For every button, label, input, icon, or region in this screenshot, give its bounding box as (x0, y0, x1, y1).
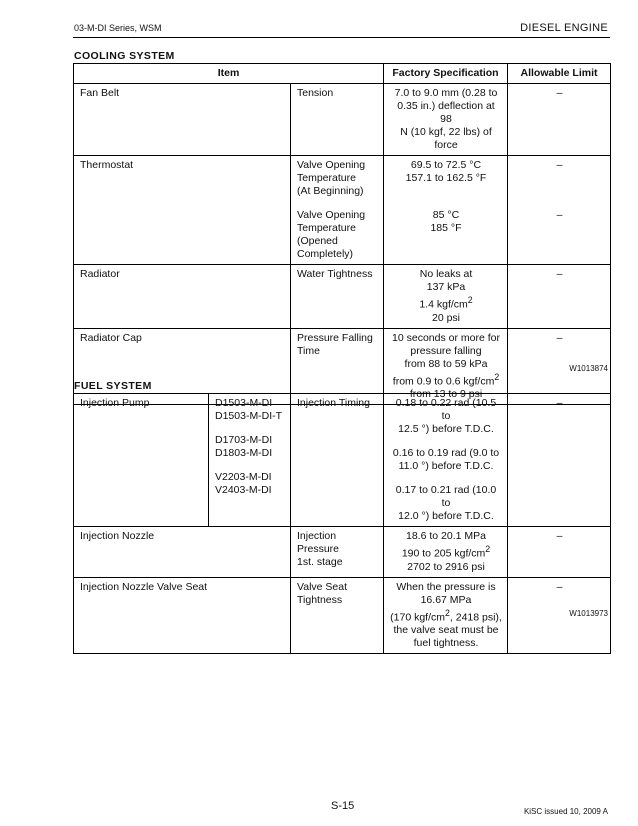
table-row (74, 577, 611, 654)
item-cell: Radiator (74, 265, 291, 329)
table-row (74, 156, 611, 265)
model-text: V2203-M-DI V2403-M-DI (215, 471, 272, 496)
limit-cell: – (508, 328, 611, 405)
item-cell: Injection Nozzle Valve Seat (74, 577, 291, 654)
spec-text: 85 °C 185 °F (430, 209, 462, 234)
model-text: D1703-M-DI D1803-M-DI (215, 434, 273, 459)
superscript: 2 (485, 544, 491, 554)
item-cell: Injection Pump (74, 394, 209, 527)
spec-text: 2702 to 2916 psi (407, 560, 485, 573)
header-rule (73, 37, 610, 38)
fuel-spec-table (73, 393, 611, 654)
parameter-cell (291, 156, 384, 265)
spec-text: 0.18 to 0.22 rad (10.5 to 12.5 °) before T.D.C. (395, 397, 497, 435)
spec-text: 0.16 to 0.19 rad (9.0 to 11.0 °) before T.D.C. (392, 447, 500, 472)
chapter-title: DIESEL ENGINE (520, 22, 608, 34)
limit-header: Allowable Limit (508, 64, 611, 84)
spec-cell (384, 156, 508, 265)
table-header-row (74, 64, 611, 84)
parameter-cell: Injection Timing (291, 394, 384, 527)
table-row (74, 265, 611, 329)
item-cell: Thermostat (74, 156, 291, 265)
spec-cell (384, 265, 508, 329)
model-cell (209, 394, 291, 527)
manual-series-label: 03-M-DI Series, WSM (74, 23, 162, 33)
parameter-cell: Tension (291, 84, 384, 156)
spec-text: 10 seconds or more for pressure falling from 88 to 59 kPa from 0.9 to 0.6 kgf/cm (392, 331, 500, 387)
table-row (74, 84, 611, 156)
item-cell: Fan Belt (74, 84, 291, 156)
table-row (74, 394, 611, 527)
parameter-text: Valve Opening Temperature (Opened Completely) (297, 209, 366, 260)
cooling-spec-table (73, 63, 611, 405)
spec-text: 0.17 to 0.21 rad (10.0 to 12.0 °) before T.D.C. (395, 484, 497, 522)
issue-note: KiSC issued 10, 2009 A (523, 807, 608, 816)
limit-cell: – (508, 527, 611, 578)
spec-header: Factory Specification (384, 64, 508, 84)
item-cell: Radiator Cap (74, 328, 291, 405)
spec-text: , 2418 psi), the valve seat must be fuel tightness. (393, 611, 502, 649)
limit-cell: – (508, 577, 611, 654)
item-cell: Injection Nozzle (74, 527, 291, 578)
limit-cell: – (508, 265, 611, 329)
limit-cell (508, 156, 611, 265)
superscript: 2 (467, 295, 473, 305)
parameter-cell: Pressure Falling Time (291, 328, 384, 405)
spec-cell (384, 394, 508, 527)
spec-text: 18.6 to 20.1 MPa 190 to 205 kgf/cm (401, 530, 486, 560)
fuel-system-title: FUEL SYSTEM (74, 380, 152, 392)
limit-text: – (556, 159, 563, 171)
spec-cell (384, 527, 508, 578)
spec-text: 20 psi (431, 311, 461, 324)
spec-cell (384, 577, 508, 654)
parameter-cell: Injection Pressure 1st. stage (291, 527, 384, 578)
reference-code: W1013874 (569, 364, 608, 373)
limit-text: – (556, 209, 563, 221)
reference-code: W1013973 (569, 609, 608, 618)
page-number: S-15 (331, 800, 355, 812)
parameter-cell: Valve Seat Tightness (291, 577, 384, 654)
model-text: D1503-M-DI D1503-M-DI-T (215, 397, 283, 422)
parameter-cell: Water Tightness (291, 265, 384, 329)
spec-cell: 7.0 to 9.0 mm (0.28 to 0.35 in.) deflection at 98 N (10 kgf, 22 lbs) of force (384, 84, 508, 156)
limit-cell: – (508, 394, 611, 527)
spec-text: No leaks at 137 kPa 1.4 kgf/cm (419, 268, 473, 311)
superscript: 2 (494, 371, 500, 382)
parameter-text: Valve Opening Temperature (At Beginning) (297, 159, 366, 197)
item-header: Item (74, 64, 384, 84)
superscript: 2 (445, 607, 450, 618)
spec-text: 69.5 to 72.5 °C 157.1 to 162.5 °F (405, 159, 487, 184)
limit-cell: – (508, 84, 611, 156)
cooling-system-title: COOLING SYSTEM (74, 50, 175, 62)
table-row (74, 527, 611, 578)
spec-text: When the pressure is 16.67 MPa (170 kgf/cm (390, 580, 496, 623)
spec-text: from 13 to 9 psi (409, 388, 483, 400)
